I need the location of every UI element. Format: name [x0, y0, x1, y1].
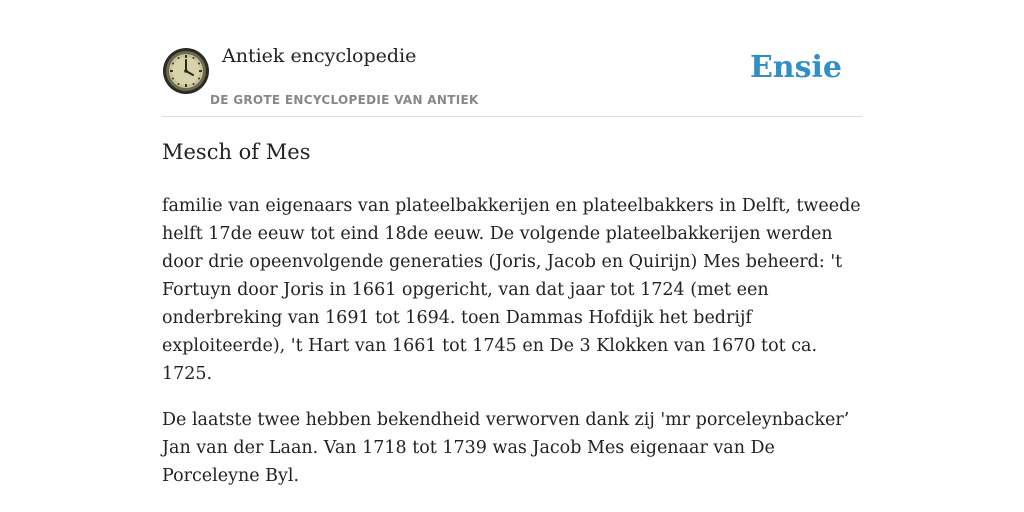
article-paragraph: familie van eigenaars van plateelbakkerijen en plateelbakkers in Delft, tweede helft 17de eeuw tot eind 18de eeuw. De volgende plateelbakkerijen werden door drie opeenvolgende generaties (Joris, Jacob en Quirijn) Mes beheerd: 't Fortuyn door Joris in 1661 opgericht, van dat jaar tot 1724 (met een onderbreking van 1691 tot 1694. toen Dammas Hofdijk het bedrijf exploiteerde), 't Hart van 1661 tot 1745 en De 3 Klokken van 1670 tot ca. 1725.	[162, 196, 861, 384]
site-title[interactable]: Antiek encyclopedie	[222, 45, 417, 67]
article-paragraph: De laatste twee hebben bekendheid verworven dank zij 'mr porceleynbacker’ Jan van der Laan. Van 1718 tot 1739 was Jacob Mes eigenaar van De Porceleyne Byl.	[162, 410, 850, 486]
site-subtitle: DE GROTE ENCYCLOPEDIE VAN ANTIEK	[210, 93, 479, 107]
article-title: Mesch of Mes	[162, 140, 311, 164]
site-header	[162, 0, 862, 117]
article-body	[162, 192, 862, 508]
brand-logo-link[interactable]: Ensie	[749, 50, 842, 85]
clock-icon[interactable]	[162, 47, 210, 95]
